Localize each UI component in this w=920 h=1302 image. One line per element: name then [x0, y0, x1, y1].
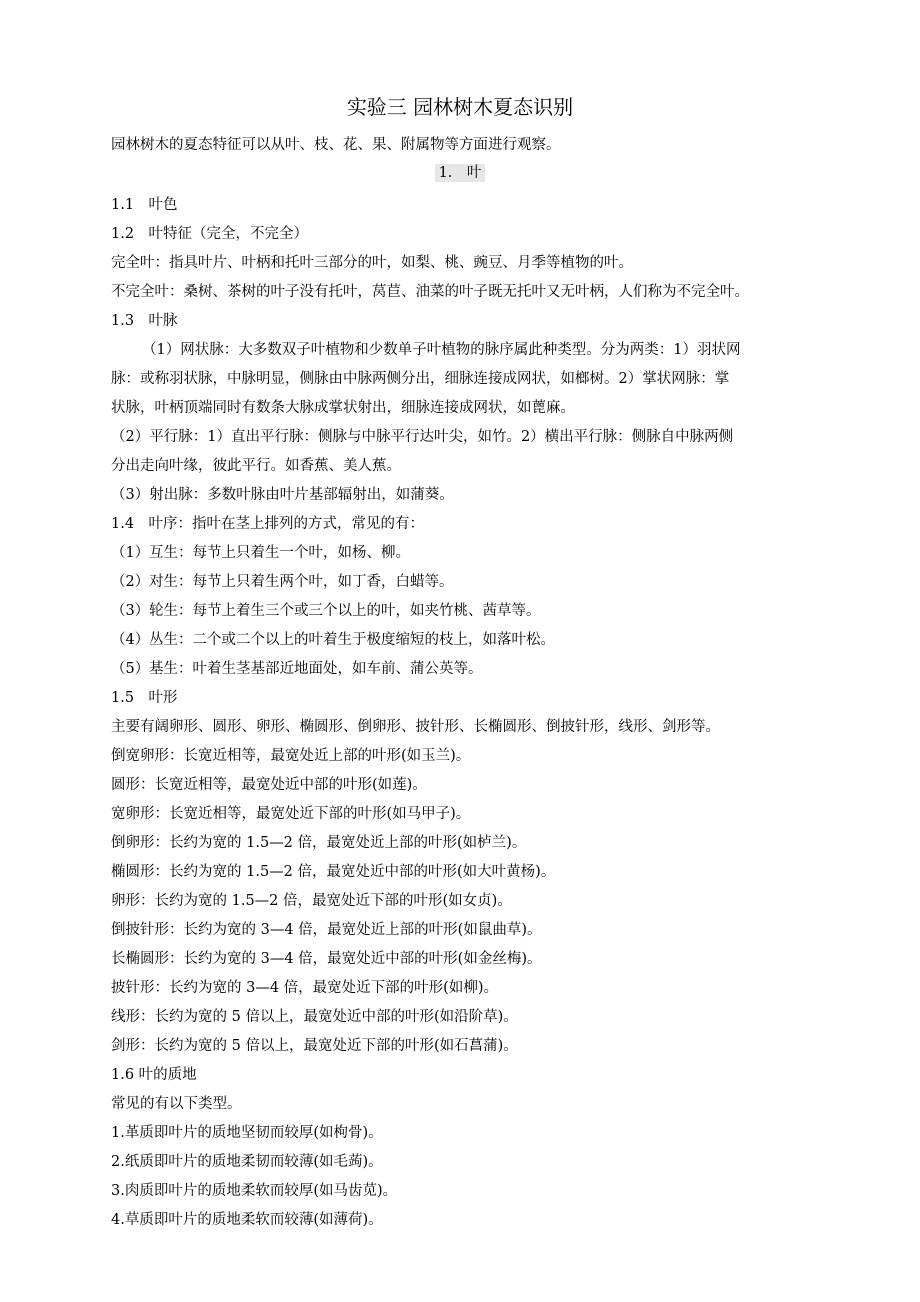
- list-number: （5）: [111, 661, 150, 677]
- section-heading-text: 1. 叶: [435, 164, 486, 182]
- list-number: （1）: [111, 545, 150, 561]
- list-text: 基生：叶着生茎基部近地面处，如车前、蒲公英等。: [149, 661, 483, 677]
- leaf-shape-item: 剑形：长约为宽的 5 倍以上，最宽处近下部的叶形(如石菖蒲)。: [111, 1038, 518, 1054]
- leaf-shape-item: 卵形：长约为宽的 1.5—2 倍，最宽处近下部的叶形(如女贞)。: [111, 893, 512, 909]
- list-text: 对生：每节上只着生两个叶，如丁香，白蜡等。: [149, 574, 454, 590]
- leaf-shape-item: 披针形：长约为宽的 3—4 倍，最宽处近下部的叶形(如柳)。: [111, 980, 498, 996]
- subheading-phyllotaxy: 1.4 叶序：指叶在茎上排列的方式，常见的有：: [111, 516, 425, 532]
- vein-parallel-line-2: 分出走向叶缘，彼此平行。如香蕉、美人蕉。: [111, 458, 401, 474]
- vein-netted-line-3: 状脉，叶柄顶端同时有数条大脉成掌状射出，细脉连接成网状，如蓖麻。: [111, 400, 575, 416]
- vein-netted-line-1: （1）网状脉：大多数双子叶植物和少数单子叶植物的脉序属此种类型。分为两类：1）羽状网: [142, 342, 741, 358]
- leaf-shape-item: 长椭圆形：长约为宽的 3—4 倍，最宽处近中部的叶形(如金丝梅)。: [111, 951, 542, 967]
- leaf-texture-item: 2.纸质即叶片的质地柔韧而较薄(如毛蒟)。: [111, 1154, 383, 1170]
- list-item: [111, 657, 811, 681]
- section-heading-leaf: [0, 161, 920, 185]
- leaf-shape-item: 倒宽卵形：长宽近相等，最宽处近上部的叶形(如玉兰)。: [111, 748, 471, 764]
- subheading-leaf-color: 1.1 叶色: [111, 197, 178, 213]
- leaf-texture-item: 4.草质即叶片的质地柔软而较薄(如薄荷)。: [111, 1212, 383, 1228]
- leaf-shape-item: 倒卵形：长约为宽的 1.5—2 倍，最宽处近上部的叶形(如栌兰)。: [111, 835, 527, 851]
- subheading-leaf-shape: 1.5 叶形: [111, 690, 178, 706]
- leaf-shape-item: 倒披针形：长约为宽的 3—4 倍，最宽处近上部的叶形(如鼠曲草)。: [111, 922, 542, 938]
- leaf-shape-item: 椭圆形：长约为宽的 1.5—2 倍，最宽处近中部的叶形(如大叶黄杨)。: [111, 864, 556, 880]
- vein-netted-line-2: 脉：或称羽状脉，中脉明显，侧脉由中脉两侧分出，细脉连接成网状，如榔树。2）掌状网脉：掌: [111, 371, 730, 387]
- subheading-leaf-vein: 1.3 叶脉: [111, 313, 178, 329]
- list-item: [111, 570, 811, 594]
- leaf-shape-item: 线形：长约为宽的 5 倍以上，最宽处近中部的叶形(如沿阶草)。: [111, 1009, 518, 1025]
- leaf-shape-intro: 主要有阔卵形、圆形、卵形、椭圆形、倒卵形、披针形、长椭圆形、倒披针形，线形、剑形等。: [111, 719, 720, 735]
- list-text: 互生：每节上只着生一个叶，如杨、柳。: [149, 545, 410, 561]
- leaf-texture-item: 3.肉质即叶片的质地柔软而较厚(如马齿苋)。: [111, 1183, 398, 1199]
- list-item: [111, 599, 811, 623]
- list-item: [111, 628, 811, 652]
- subheading-leaf-texture: 1.6 叶的质地: [111, 1067, 197, 1083]
- page-title: 实验三 园林树木夏态识别: [346, 95, 574, 119]
- complete-leaf-paragraph: 完全叶：指具叶片、叶柄和托叶三部分的叶，如梨、桃、豌豆、月季等植物的叶。: [111, 255, 633, 271]
- list-text: 轮生：每节上着生三个或三个以上的叶，如夹竹桃、茜草等。: [149, 603, 541, 619]
- vein-parallel-line-1: （2）平行脉：1）直出平行脉：侧脉与中脉平行达叶尖，如竹。2）横出平行脉：侧脉自中脉两侧: [111, 429, 734, 445]
- list-number: （2）: [111, 574, 150, 590]
- vein-radiate-line: （3）射出脉：多数叶脉由叶片基部辐射出，如蒲葵。: [111, 487, 454, 503]
- leaf-texture-intro: 常见的有以下类型。: [111, 1096, 242, 1112]
- intro-paragraph: 园林树木的夏态特征可以从叶、枝、花、果、附属物等方面进行观察。: [111, 137, 561, 153]
- list-number: （4）: [111, 632, 150, 648]
- leaf-shape-item: 宽卵形：长宽近相等，最宽处近下部的叶形(如马甲子)。: [111, 806, 471, 822]
- leaf-shape-item: 圆形：长宽近相等，最宽处近中部的叶形(如莲)。: [111, 777, 427, 793]
- list-item: [111, 541, 811, 565]
- subheading-leaf-feature: 1.2 叶特征（完全，不完全）: [111, 226, 309, 242]
- list-text: 丛生：二个或二个以上的叶着生于极度缩短的枝上，如落叶松。: [149, 632, 555, 648]
- incomplete-leaf-paragraph: 不完全叶：桑树、茶树的叶子没有托叶，莴苣、油菜的叶子既无托叶又无叶柄，人们称为不完全叶。: [111, 284, 749, 300]
- list-number: （3）: [111, 603, 150, 619]
- leaf-texture-item: 1.革质即叶片的质地坚韧而较厚(如枸骨)。: [111, 1125, 383, 1141]
